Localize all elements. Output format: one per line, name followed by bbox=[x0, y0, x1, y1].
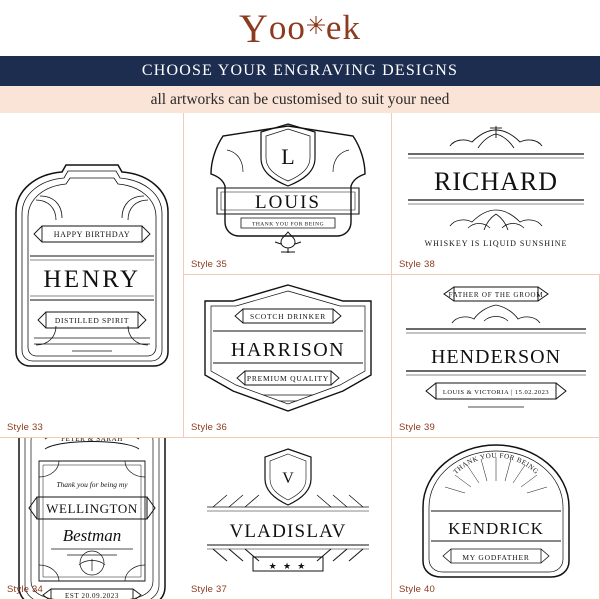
style-label-37: Style 37 bbox=[191, 583, 227, 595]
svg-text:★ ★ ★: ★ ★ ★ bbox=[268, 561, 307, 572]
design-bottom-ribbon-style-39: LOUIS & VICTORIA | 15.02.2023 bbox=[442, 388, 549, 396]
design-name-style-39: HENDERSON bbox=[430, 345, 561, 368]
design-name-style-34: WELLINGTON bbox=[46, 501, 138, 517]
design-name-style-37: VLADISLAV bbox=[228, 521, 347, 543]
design-cell-style-37[interactable] bbox=[184, 438, 392, 600]
banner-title: CHOOSE YOUR ENGRAVING DESIGNS bbox=[0, 56, 600, 86]
design-bottom-ribbon-style-38: WHISKEY IS LIQUID SUNSHINE bbox=[424, 238, 568, 248]
design-cell-style-36[interactable] bbox=[184, 275, 392, 437]
design-monogram-style-37: V bbox=[281, 470, 294, 488]
style-label-38: Style 38 bbox=[399, 259, 435, 271]
brand-text-first: oo bbox=[268, 8, 306, 47]
design-art-style-37 bbox=[184, 440, 391, 583]
brand-header bbox=[0, 0, 600, 56]
brand-lead-letter: Y bbox=[239, 5, 269, 51]
style-label-33: Style 33 bbox=[7, 421, 43, 433]
design-name-style-40: KENDRICK bbox=[447, 519, 544, 539]
design-bottom-ribbon-style-34: EST 20.09.2023 bbox=[65, 592, 119, 600]
designs-grid bbox=[0, 113, 600, 600]
style-label-35: Style 35 bbox=[191, 259, 227, 271]
design-top-ribbon-style-39: FATHER OF THE GROOM bbox=[448, 290, 543, 299]
design-art-style-40 bbox=[392, 440, 599, 583]
style-label-36: Style 36 bbox=[191, 421, 227, 433]
design-name-style-35: LOUIS bbox=[254, 191, 321, 213]
brand-logo bbox=[239, 5, 361, 52]
design-art-style-36 bbox=[184, 277, 391, 420]
style-label-34: Style 34 bbox=[7, 584, 43, 595]
design-art-style-39 bbox=[392, 277, 599, 420]
style-label-39: Style 39 bbox=[399, 421, 435, 433]
design-art-style-35 bbox=[184, 115, 391, 258]
design-cell-style-39[interactable] bbox=[392, 275, 600, 437]
design-name-style-38: RICHARD bbox=[433, 166, 559, 196]
design-name-style-33: HENRY bbox=[42, 266, 141, 294]
design-cell-style-40[interactable] bbox=[392, 438, 600, 600]
design-top-ribbon-style-36: SCOTCH DRINKER bbox=[249, 311, 326, 321]
flower-ornament-icon bbox=[305, 14, 327, 36]
design-name-style-36: HARRISON bbox=[230, 338, 345, 361]
design-cell-style-34[interactable] bbox=[0, 438, 184, 600]
design-bottom-ribbon-style-35: THANK YOU FOR BEING bbox=[251, 221, 324, 228]
design-bottom-ribbon-style-36: PREMIUM QUALITY bbox=[246, 373, 329, 383]
design-mid-text-style-34: Thank you for being my bbox=[56, 480, 128, 490]
design-top-ribbon-style-34: PETER & SARAH bbox=[61, 437, 123, 444]
design-top-ribbon-style-40: THANK YOU FOR BEING bbox=[451, 451, 540, 477]
design-top-ribbon-style-33: HAPPY BIRTHDAY bbox=[53, 230, 130, 240]
design-bottom-ribbon-style-40: MY GODFATHER bbox=[461, 553, 530, 563]
three-stars-icon bbox=[268, 561, 307, 571]
design-cell-style-35[interactable] bbox=[184, 113, 392, 275]
design-monogram-style-35: L bbox=[280, 143, 295, 169]
design-art-style-38 bbox=[392, 115, 600, 258]
design-subname-style-34: Bestman bbox=[62, 526, 122, 546]
brand-text-second: ek bbox=[325, 8, 361, 47]
style-label-40: Style 40 bbox=[399, 583, 435, 595]
design-art-style-33 bbox=[0, 115, 183, 421]
fleur-de-lis-icon bbox=[275, 232, 301, 253]
design-cell-style-33[interactable] bbox=[0, 113, 184, 438]
design-cell-style-38[interactable] bbox=[392, 113, 600, 275]
banner-subtitle: all artworks can be customised to suit your need bbox=[0, 86, 600, 113]
design-bottom-ribbon-style-33: DISTILLED SPIRIT bbox=[54, 316, 129, 326]
